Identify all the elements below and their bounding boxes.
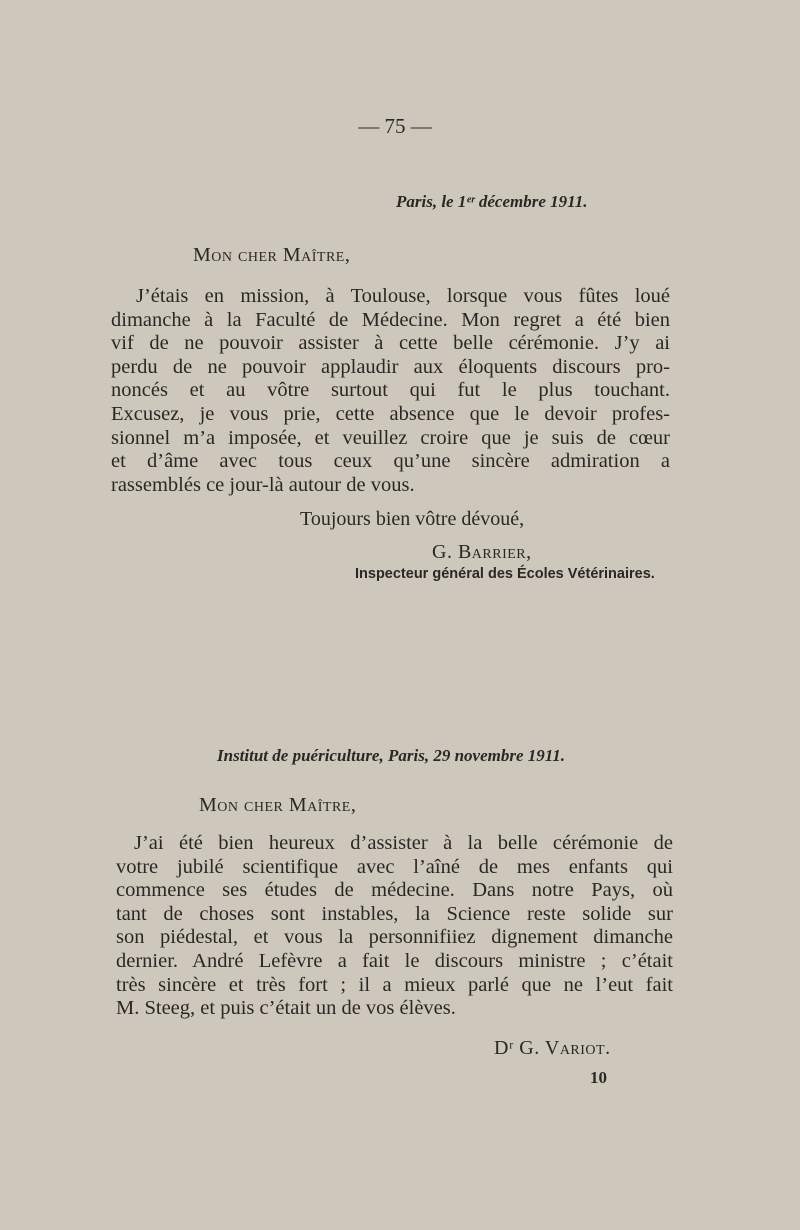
letter2-line: commence ses études de médecine. Dans notre Pays, où bbox=[116, 879, 673, 902]
letter1-line: perdu de ne pouvoir applaudir aux éloquents discours pro- bbox=[111, 355, 670, 378]
letter1-line: J’étais en mission, à Toulouse, lorsque vous fûtes loué bbox=[136, 285, 670, 307]
letter2-dateline: Institut de puériculture, Paris, 29 novembre 1911. bbox=[217, 746, 566, 765]
letter2-line: dernier. André Lefèvre a fait le discours ministre ; c’était bbox=[116, 949, 673, 972]
letter2-line: M. Steeg, et puis c’était un de vos élèves. bbox=[116, 997, 456, 1020]
folio-number: 10 bbox=[590, 1068, 607, 1087]
letter2-body bbox=[116, 832, 673, 1021]
letter2-line: J’ai été bien heureux d’assister à la belle cérémonie de bbox=[134, 832, 673, 854]
letter2-line: tant de choses sont instables, la Science reste solide sur bbox=[116, 902, 673, 925]
letter1-line: dimanche à la Faculté de Médecine. Mon regret a été bien bbox=[111, 308, 670, 331]
letter1-signer-title: Inspecteur général des Écoles Vétérinaires. bbox=[355, 566, 655, 582]
letter1-salutation: Mon cher Maître, bbox=[193, 244, 351, 266]
letter1-line: Excusez, je vous prie, cette absence que le devoir profes- bbox=[111, 402, 670, 425]
letter2-line: votre jubilé scientifique avec l’aîné de mes enfants qui bbox=[116, 855, 673, 878]
letter1-line: noncés et au vôtre surtout qui fut le plus touchant. bbox=[111, 379, 670, 402]
letter1-line: vif de ne pouvoir assister à cette belle cérémonie. J’y ai bbox=[111, 332, 670, 355]
letter1-body bbox=[111, 285, 670, 497]
letter1-closing: Toujours bien vôtre dévoué, bbox=[300, 508, 525, 530]
letter1-dateline: Paris, le 1ᵉʳ décembre 1911. bbox=[396, 192, 588, 211]
letter2-signature: Dʳ G. Variot. bbox=[494, 1037, 611, 1059]
letter2-line: très sincère et très fort ; il a mieux parlé que ne l’eut fait bbox=[116, 973, 673, 996]
letter2-salutation: Mon cher Maître, bbox=[199, 794, 357, 816]
letter1-signature: G. Barrier, bbox=[432, 541, 532, 563]
letter1-line: et d’âme avec tous ceux qu’une sincère admiration a bbox=[111, 450, 670, 473]
letter2-line: son piédestal, et vous la personnifiiez dignement dimanche bbox=[116, 926, 673, 949]
page-number: — 75 — bbox=[358, 114, 432, 138]
letter1-line: sionnel m’a imposée, et veuillez croire que je suis de cœur bbox=[111, 426, 670, 449]
letter1-line: rassemblés ce jour-là autour de vous. bbox=[111, 473, 415, 496]
